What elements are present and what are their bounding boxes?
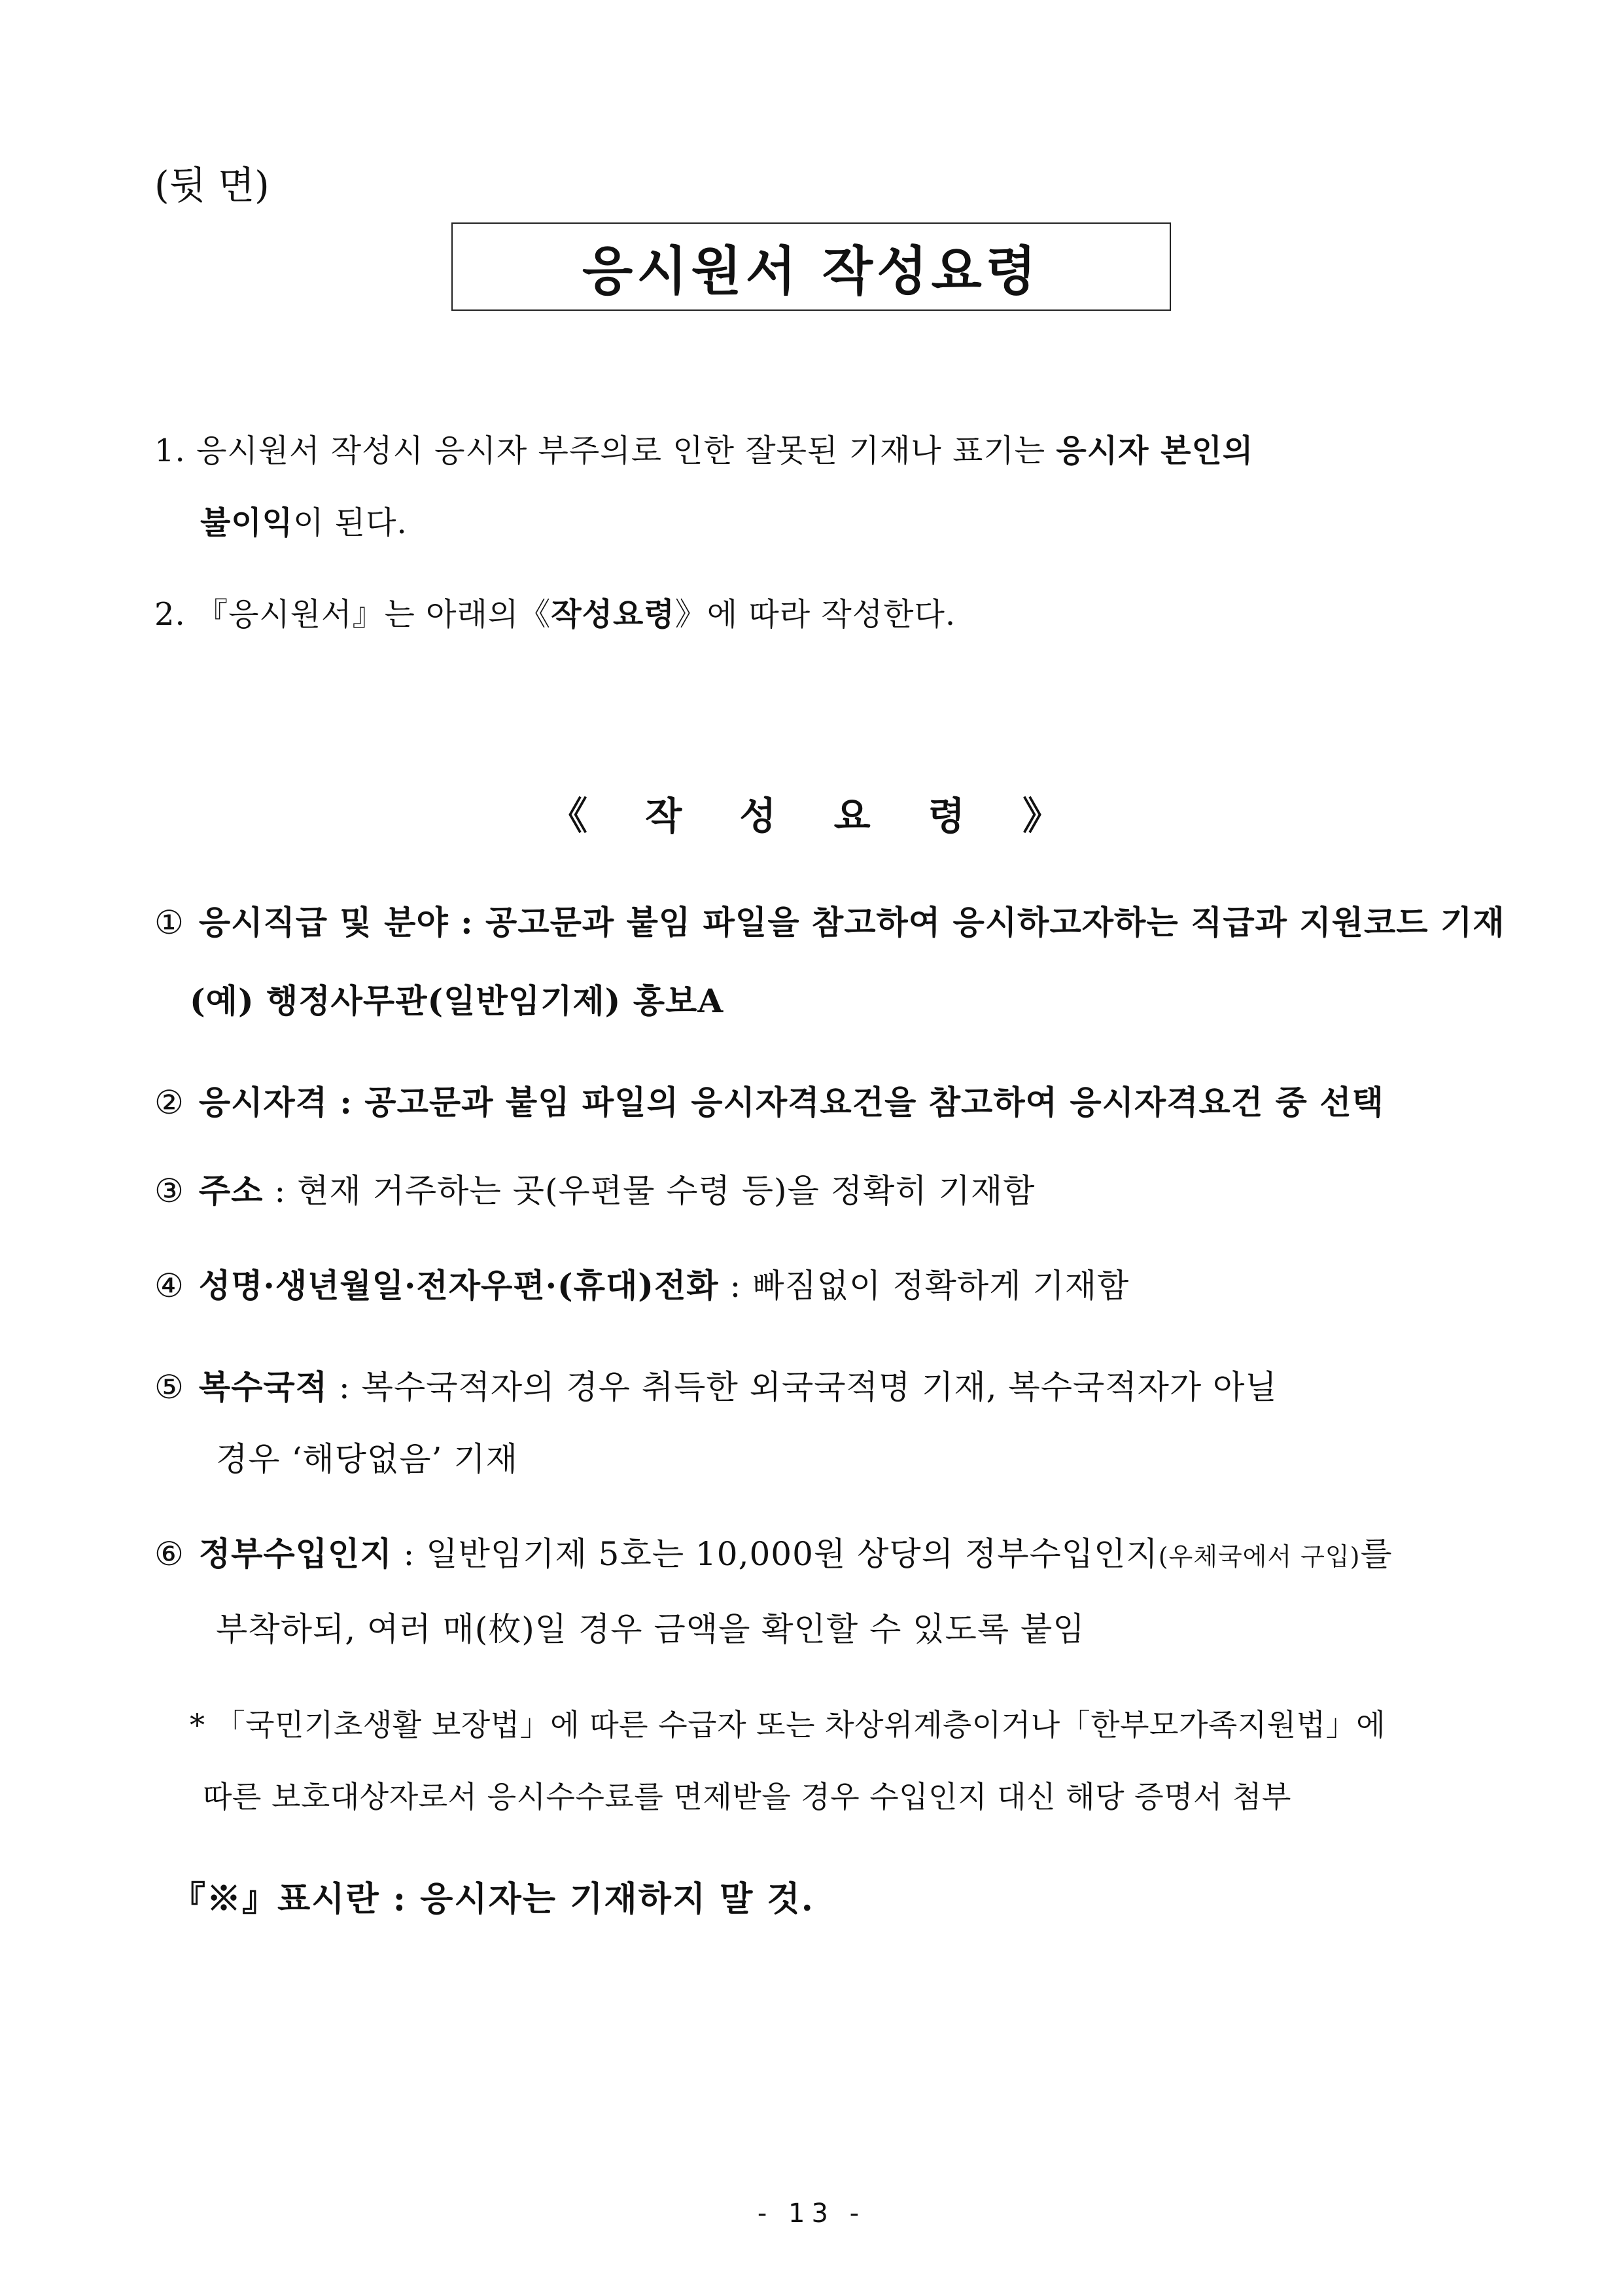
- item-6-text-2: 부착하되, 여러 매(枚)일 경우 금액을 확인할 수 있도록 붙임: [216, 1610, 1085, 1648]
- instruction-1-bold-2: 불이익: [200, 504, 294, 541]
- item-2: [154, 1076, 1384, 1123]
- instruction-2-number: 2.: [154, 596, 186, 633]
- item-3-label: 주소: [198, 1171, 264, 1210]
- section-heading: 《 작 성 요 령 》: [550, 794, 1083, 838]
- item-6: [154, 1528, 1393, 1575]
- item-1: [154, 896, 1505, 944]
- item-5-label: 복수국적: [198, 1368, 328, 1406]
- item-5-continued: [216, 1433, 518, 1480]
- instruction-2-text-b: 》에 따라 작성한다.: [674, 596, 956, 633]
- instruction-1-text-2: 이 된다.: [293, 504, 408, 541]
- note-line-1: * 「국민기초생활 보장법」에 따른 수급자 또는 차상위계층이거나「한부모가족지원법」에: [190, 1707, 1386, 1742]
- item-1-example: [190, 975, 724, 1022]
- item-2-label: 응시자격 : 공고문과 붙임 파일의 응시자격요건을 참고하여 응시자격요건 중 선택: [198, 1083, 1384, 1122]
- item-5-text-2: 경우 ‘해당없음’ 기재: [216, 1440, 518, 1478]
- item-6-text-end: 를: [1360, 1535, 1393, 1573]
- side-label: (뒷 면): [154, 163, 270, 207]
- instruction-1-bold: 응시자 본인의: [1056, 433, 1254, 469]
- item-3-marker: ③: [154, 1172, 184, 1210]
- item-1-marker: ①: [154, 904, 184, 942]
- item-4-label: 성명·생년월일·전자우편·(휴대)전화: [198, 1266, 719, 1305]
- page-number: - 13 -: [757, 2199, 866, 2229]
- item-6-small-text: (우체국에서 구입): [1158, 1542, 1361, 1571]
- instruction-1-number: 1.: [154, 433, 186, 469]
- item-6-marker: ⑥: [154, 1535, 184, 1573]
- item-5: [154, 1361, 1278, 1408]
- item-1-label: 응시직급 및 분야 : 공고문과 붙임 파일을 참고하여 응시하고자하는 직급과 지원코드 기재: [198, 903, 1505, 942]
- item-2-marker: ②: [154, 1084, 184, 1122]
- item-5-text: : 복수국적자의 경우 취득한 외국국적명 기재, 복수국적자가 아닐: [328, 1368, 1278, 1406]
- instruction-2-text-a: 『응시원서』는 아래의《: [196, 596, 551, 633]
- item-6-text: : 일반임기제 5호는 10,000원 상당의 정부수입인지: [392, 1535, 1159, 1573]
- item-6-continued: [216, 1603, 1085, 1650]
- item-6-label: 정부수입인지: [198, 1534, 393, 1573]
- instruction-1: [154, 425, 1253, 470]
- instruction-2: [154, 589, 956, 634]
- instruction-1-text: 응시원서 작성시 응시자 부주의로 인한 잘못된 기재나 표기는: [196, 433, 1056, 469]
- item-3-text: : 현재 거주하는 곳(우편물 수령 등)을 정확히 기재함: [263, 1172, 1036, 1210]
- page-title: 응시원서 작성요령: [582, 240, 1041, 302]
- closing-note: 『※』표시란 : 응시자는 기재하지 말 것.: [171, 1879, 814, 1919]
- item-1-example-text: (예) 행정사무관(일반임기제) 홍보A: [190, 981, 724, 1020]
- title-box: [451, 222, 1171, 311]
- instruction-1-continued: [200, 497, 408, 542]
- item-3: [154, 1165, 1035, 1212]
- item-4-marker: ④: [154, 1267, 184, 1305]
- item-4-text: : 빠짐없이 정확하게 기재함: [718, 1267, 1130, 1305]
- item-4: [154, 1260, 1129, 1307]
- instruction-2-bold: 작성요령: [551, 596, 675, 633]
- note-line-2: 따른 보호대상자로서 응시수수료를 면제받을 경우 수입인지 대신 해당 증명서 첨부: [203, 1779, 1291, 1814]
- item-5-marker: ⑤: [154, 1368, 184, 1406]
